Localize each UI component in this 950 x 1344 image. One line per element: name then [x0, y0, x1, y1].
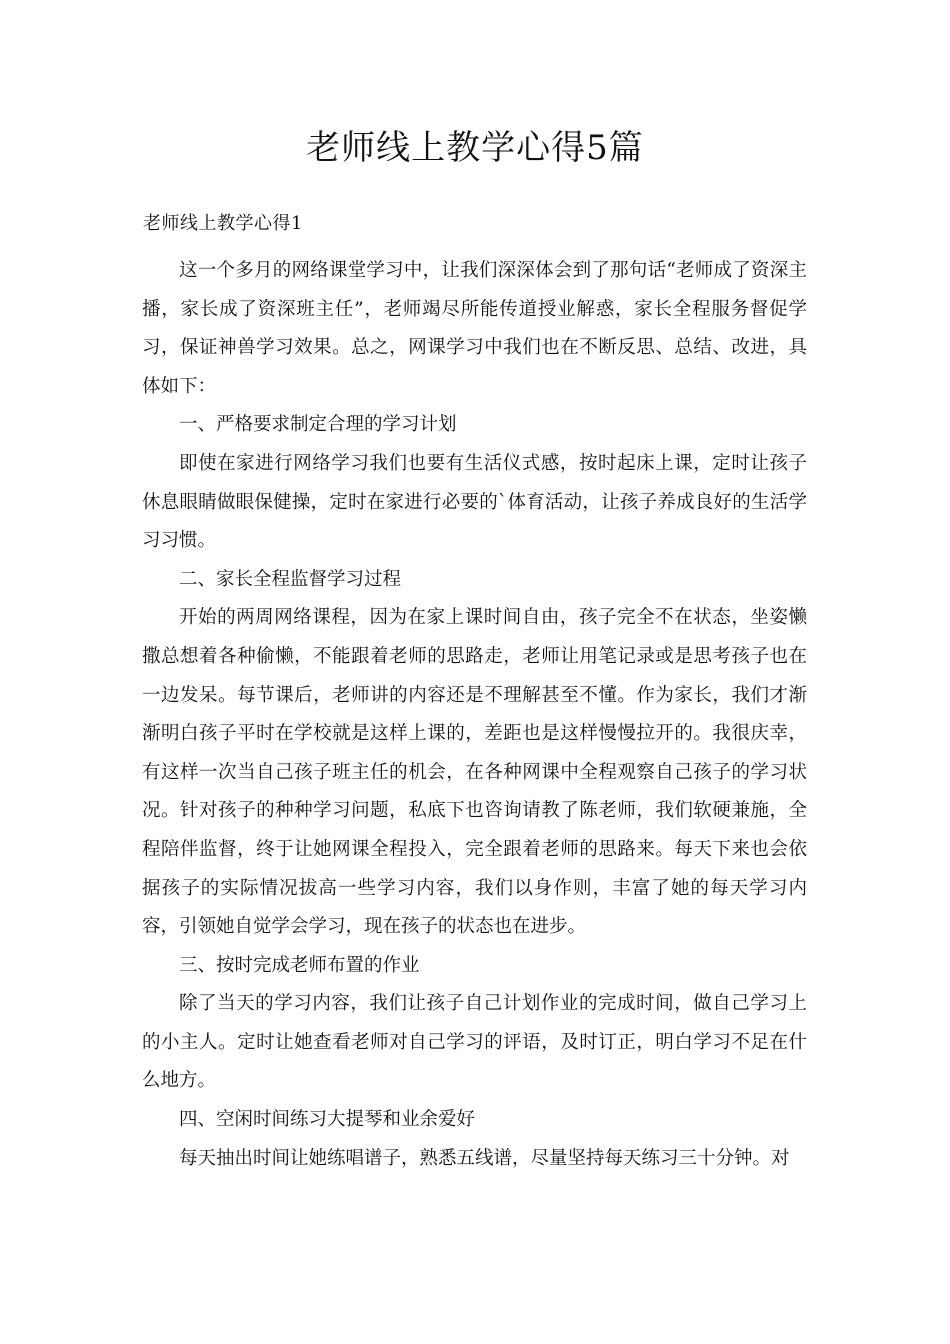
paragraph-section-4: 每天抽出时间让她练唱谱子，熟悉五线谱，尽量坚持每天练习三十分钟。对 — [179, 1147, 790, 1169]
paragraph-section-2: 开始的两周网络课程，因为在家上课时间自由，孩子完全不在状态，坐姿懒撒总想着各种偷懒，不能跟着老师的思路走，老师让用笔记录或是思考孩子也在一边发呆。每节课后，老师讲的内容还是不理解甚至不懂。作为家长，我们才渐渐明白孩子平时在学校就是这样上课的，差距也是这样慢慢拉开的。我很庆幸，有这样一次当自己孩子班主任的机会，在各种网课中全程观察自己孩子的学习状况。针对孩子的种种学习问题，私底下也咨询请教了陈老师，我们软硬兼施，全程陪伴监督，终于让她网课全程投入，完全跟着老师的思路来。每天下来也会依据孩子的实际情况拔高一些学习内容，我们以身作则，丰富了她的每天学习内容，引领她自觉学会学习，现在孩子的状态也在进步。 — [142, 607, 807, 938]
document-body — [142, 252, 807, 1178]
section-heading-2: 二、家长全程监督学习过程 — [179, 568, 402, 590]
paragraph-section-3: 除了当天的学习内容，我们让孩子自己计划作业的完成时间，做自己学习上的小主人。定时让她查看老师对自己学习的评语，及时订正，明白学习不足在什么地方。 — [142, 993, 807, 1092]
section-heading-1: 一、严格要求制定合理的学习计划 — [179, 414, 457, 436]
paragraph-section-1: 即使在家进行网络学习我们也要有生活仪式感，按时起床上课，定时让孩子休息眼睛做眼保健操，定时在家进行必要的`体育活动，让孩子养成良好的生活学习习惯。 — [142, 452, 807, 552]
section-heading-3: 三、按时完成老师布置的作业 — [179, 954, 420, 976]
section-heading-4: 四、空闲时间练习大提琴和业余爱好 — [179, 1109, 476, 1131]
document-title: 老师线上教学心得5篇 — [306, 128, 644, 168]
paragraph-intro: 这一个多月的网络课堂学习中，让我们深深体会到了那句话“老师成了资深主播，家长成了资深班主任”，老师竭尽所能传道授业解惑，家长全程服务督促学习，保证神兽学习效果。总之，网课学习中我们也在不断反思、总结、改进，具体如下： — [142, 260, 807, 397]
document-subtitle: 老师线上教学心得1 — [143, 213, 303, 234]
